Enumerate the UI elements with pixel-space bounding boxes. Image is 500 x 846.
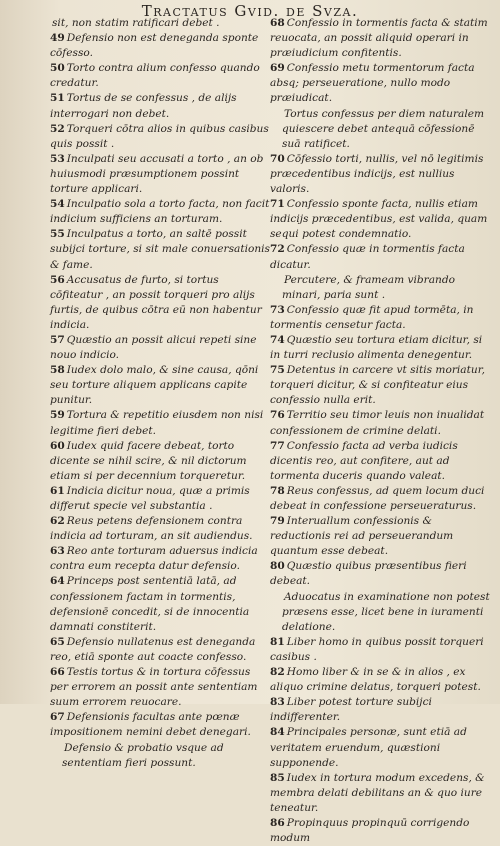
running-header: Tractatus Gvid. de Svza. <box>141 2 359 20</box>
index-entry: 67 Defensionis facultas ante pœnæ impositionem nemini debet denegari. <box>50 711 251 739</box>
index-entry: 72 Confessio quæ in tormentis facta dicatur. <box>270 243 465 271</box>
index-entry: 84 Principales personæ, sunt etiā ad veritatem eruendum, quæstioni supponende. <box>270 726 467 769</box>
index-entry: 62 Reus petens defensionem contra indicia ad torturam, an sit audiendus. <box>50 515 253 543</box>
index-entry: 65 Defensio nullatenus est deneganda reo, etiā sponte aut coacte confesso. <box>50 635 256 663</box>
index-entry: 78 Reus confessus, ad quem locum duci debeat in confessione perseueraturus. <box>270 484 485 512</box>
index-entry: 79 Interuallum confessionis & reductionis rei ad perseuerandum quantum esse debeat. <box>270 515 454 558</box>
index-entry: 63 Reo ante torturam aduersus indicia contra eum recepta datur defensio. <box>50 545 258 573</box>
index-entry: 61 Indicia dicitur noua, quæ a primis differut specie vel substantia . <box>50 484 250 512</box>
index-entry: 76 Territio seu timor leuis non inualidat confessionem de crimine delati. <box>270 409 485 437</box>
index-entry: 55 Inculpatus a torto, an saltē possit subijci torture, si sit male conuersationis & fame. <box>50 228 270 271</box>
index-entry: 50 Torto contra alium confesso quando credatur. <box>50 62 260 90</box>
index-entry: sit, non statim ratificari debet . <box>52 17 220 29</box>
index-entry: Defensio & probatio vsque ad sententiam fieri possunt. <box>62 741 224 769</box>
index-entry: Tortus confessus per diem naturalem quiescere debet antequā cōfessionē suā ratificet. <box>282 107 485 150</box>
index-entry: 60 Iudex quid facere debeat, torto dicente se nihil scire, & nil dictorum etiam si per decennium torqueretur. <box>50 439 247 482</box>
index-entry: 70 Cōfessio torti, nullis, vel nō legitimis præcedentibus indicijs, est nullius valoris. <box>270 152 484 196</box>
index-entry: 59 Tortura & repetitio eiusdem non nisi legitime fieri debet. <box>50 409 264 437</box>
index-entry: 53 Inculpati seu accusati a torto , an ob huiusmodi præsumptionem possint torture applicari. <box>50 152 264 196</box>
index-entry: 58 Iudex dolo malo, & sine causa, qōni seu torture aliquem applicans capite punitur. <box>50 364 259 407</box>
index-entry: 69 Confessio metu tormentorum facta absq; perseueratione, nullo modo præiudicat. <box>270 62 475 105</box>
index-entry: 57 Quæstio an possit alicui repeti sine nouo indicio. <box>50 333 257 362</box>
index-entry: 85 Iudex in tortura modum excedens, & membra delati debilitans an & quo iure teneatur. <box>270 771 485 814</box>
index-entry: 66 Testis tortus & in tortura cōfessus per errorem an possit ante sententiam suum errorem reuocare. <box>50 666 258 709</box>
index-entry: 86 Propinquus propinquū corrigendo modum <box>270 816 470 845</box>
right-column <box>270 16 492 846</box>
index-entry: 74 Quæstio seu tortura etiam dicitur, si in turri reclusio alimenta denegentur. <box>270 333 483 362</box>
index-entry: 54 Inculpatio sola a torto facta, non facit indicium sufficiens an torturam. <box>50 198 270 226</box>
index-entry: 52 Torqueri cōtra alios in quibus casibus quis possit . <box>50 122 269 150</box>
index-entry: 82 Homo liber & in se & in alios , ex aliquo crimine delatus, torqueri potest. <box>270 666 481 694</box>
index-entry: 49 Defensio non est deneganda sponte cōfesso. <box>50 32 259 60</box>
index-entry: Aduocatus in examinatione non potest præsens esse, licet bene in iuramenti delatione. <box>282 590 490 633</box>
index-entry: 80 Quæstio quibus præsentibus fieri debeat. <box>270 560 467 588</box>
left-column <box>50 16 270 771</box>
index-entry: 68 Confessio in tormentis facta & statim reuocata, an possit aliquid operari in præiudicium confitentis. <box>270 17 488 60</box>
index-entry: 56 Accusatus de furto, si tortus cōfiteatur , an possit torqueri pro alijs furtis, de quibus cōtra eū non habentur indicia. <box>50 273 262 331</box>
index-entry: 75 Detentus in carcere vt sitis moriatur, torqueri dicitur, & si confiteatur eius confessio nulla erit. <box>270 364 485 407</box>
index-entry: 81 Liber homo in quibus possit torqueri casibus . <box>270 635 484 663</box>
index-entry: 83 Liber potest torture subijci indifferenter. <box>270 696 432 724</box>
index-entry: 73 Confessio quæ fit apud tormēta, in tormentis censetur facta. <box>270 303 474 331</box>
index-entry: 77 Confessio facta ad verba iudicis dicentis reo, aut confitere, aut ad tormenta duceris quando valeat. <box>270 439 458 482</box>
index-entry: Percutere, & frameam vibrando minari, paria sunt . <box>282 273 455 301</box>
index-entry: 71 Confessio sponte facta, nullis etiam indicijs præcedentibus, est valida, quam sequi potest condemnatio. <box>270 198 488 241</box>
index-entry: 64 Princeps post sententiā latā, ad confessionem factam in tormentis, defensionē concedit, si de innocentia damnati constiterit. <box>50 575 250 633</box>
index-entry: 51 Tortus de se confessus , de alijs interrogari non debet. <box>50 92 237 120</box>
